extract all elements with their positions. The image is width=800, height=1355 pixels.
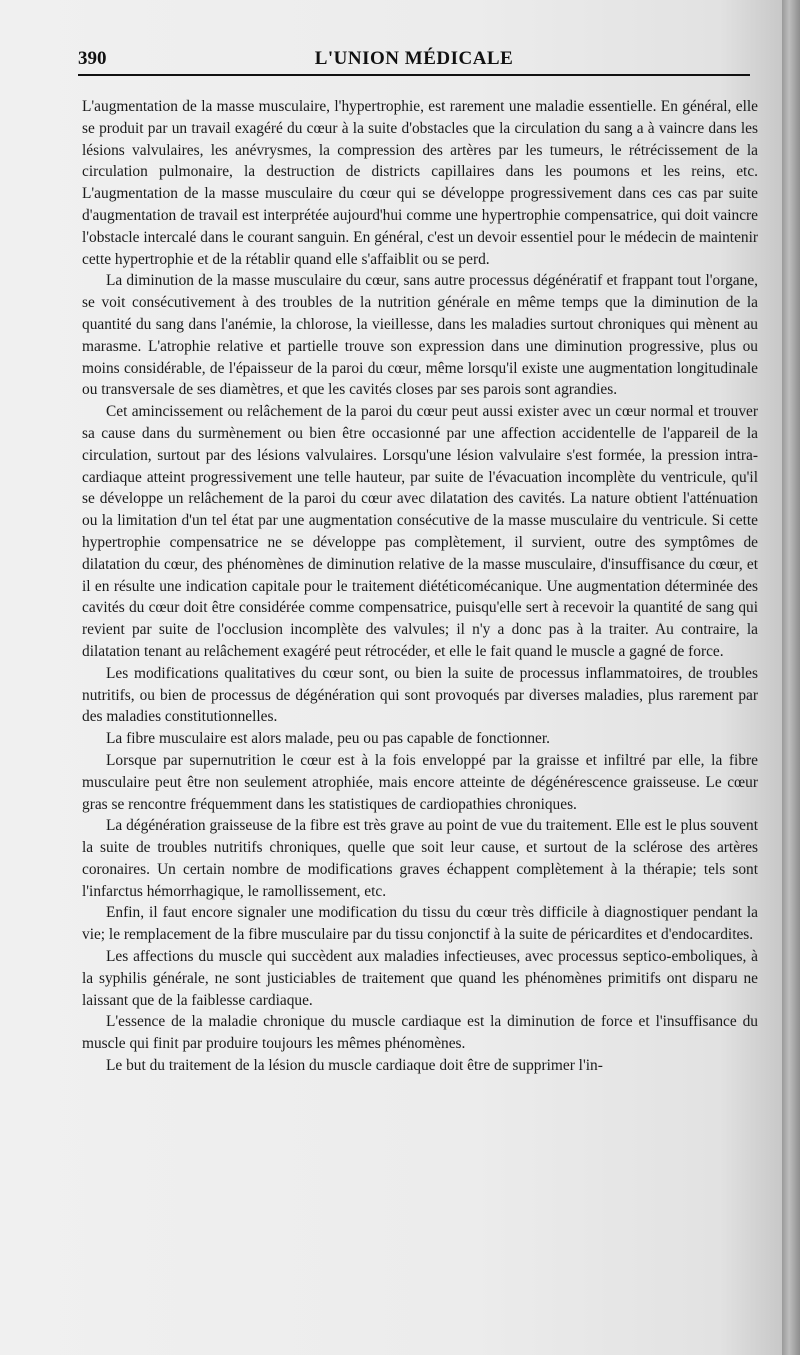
paragraph-qualitative-changes: Les modifications qualitatives du cœur sont, ou bien la suite de processus inflammatoires, de troubles nutritifs, ou bien de processus de dégénération qui sont provoqués par diverses maladies, plus rarement par des maladies constitutionnelles. [82,664,758,726]
paragraph-infectious-affections: Les affections du muscle qui succèdent aux maladies infectieuses, avec processus septico-emboliques, à la syphilis générale, ne sont justiciables de traitement que quand les phénomènes primitifs ont disparu ne laissant que de la faiblesse cardiaque. [82,948,758,1009]
paragraph-hypertrophy: L'augmentation de la masse musculaire, l'hypertrophie, est rarement une maladie essentielle. En général, elle se produit par un travail exagéré du cœur à la suite d'obstacles que la circulation du sang a à vaincre dans les lésions valvulaires, les anévrysmes, la compression des artères par les tumeurs, le rétrécissement de la circulation pulmonaire, la destruction de districts capillaires dans les poumons et les reins, etc. L'augmentation de la masse musculaire du cœur qui se développe progressivement dans ces cas par suite d'augmentation de travail est interprétée aujourd'hui comme une hypertrophie compensatrice, qui doit vaincre l'obstacle intercalé dans le courant sanguin. En général, c'est un devoir essentiel pour le médecin de maintenir cette hypertrophie et de la rétablir quand elle s'affaiblit ou se perd. [82,98,758,268]
page-number: 390 [78,48,107,69]
paragraph-atrophy: La diminution de la masse musculaire du cœur, sans autre processus dégénératif et frappant tout l'organe, se voit consécutivement à des troubles de la nutrition générale en même temps que la diminution de la quantité du sang dans l'anémie, la chlorose, la vieillesse, dans les maladies surtout chroniques qui mènent au marasme. L'atrophie relative et partielle trouve son expression dans une diminution progressive, plus ou moins considérable, de l'épaisseur de la paroi du cœur, même lorsqu'il existe une augmentation longitudinale ou transversale de ses diamètres, et que les cavités closes par ses parois sont agrandies. [82,272,758,399]
running-title: L'UNION MÉDICALE [314,48,514,69]
page-edge-shadow [782,0,800,1355]
paragraph-fatty-degeneration: La dégénération graisseuse de la fibre est très grave au point de vue du traitement. Elle est le plus souvent la suite de troubles nutritifs chroniques, quelle que soit leur cause, et surtout de la sclérose des artères coronaires. Un certain nombre de modifications graves échappent complètement à la thérapie; tels sont l'infarctus hémorrhagique, le ramollissement, etc. [82,817,758,900]
paragraph-fatty-heart: Lorsque par supernutrition le cœur est à la fois enveloppé par la graisse et infiltré par elle, la fibre musculaire peut être non seulement atrophiée, mais encore atteinte de dégénérescence graisseuse. Le cœur gras se rencontre fréquemment dans les statistiques de cardiopathies chroniques. [82,751,758,813]
page-header [78,44,750,76]
body-text [82,96,758,1077]
paragraph-diseased-fibre: La fibre musculaire est alors malade, peu ou pas capable de fonctionner. [106,730,551,748]
paragraph-treatment-goal: Le but du traitement de la lésion du muscle cardiaque doit être de supprimer l'in- [106,1057,603,1075]
paragraph-connective-tissue: Enfin, il faut encore signaler une modification du tissu du cœur très difficile à diagnostiquer pendant la vie; le remplacement de la fibre musculaire par du tissu conjonctif à la suite de péricardites et d'endocardites. [82,904,758,944]
paragraph-dilatation: Cet amincissement ou relâchement de la paroi du cœur peut aussi exister avec un cœur normal et trouver sa cause dans du surmènement ou bien être occasionné par une affection accidentelle de l'appareil de la circulation, surtout par des lésions valvulaires. Lorsqu'une lésion valvulaire s'est formée, la pression intra-cardiaque atteint progressivement une telle hauteur, par suite de l'évacuation incomplète du ventricule, qu'il se développe un relâchement de la paroi du cœur avec dilatation des cavités. La nature obtient l'atténuation ou la limitation d'un tel état par une augmentation consécutive de la masse musculaire du ventricule. Si cette hypertrophie compensatrice ne se développe pas complètement, il survient, outre des symptômes de dilatation du cœur, des phénomènes de diminution relative de la masse musculaire, d'insuffisance du cœur, et il en résulte une indication capitale pour le traitement diététicomécanique. Une augmentation déterminée des cavités du cœur doit être considérée comme compensatrice, puisqu'elle sert à recevoir la quantité de sang qui revient par suite de l'occlusion incomplète des valvules; il n'y a donc pas à la traiter. Au contraire, la dilatation tenant au relâchement exagéré peut rétrocéder, et elle le fait quand le muscle a gagné de force. [82,403,758,660]
paragraph-essence: L'essence de la maladie chronique du muscle cardiaque est la diminution de force et l'insuffisance du muscle qui finit par produire toujours les mêmes phénomènes. [82,1013,758,1053]
